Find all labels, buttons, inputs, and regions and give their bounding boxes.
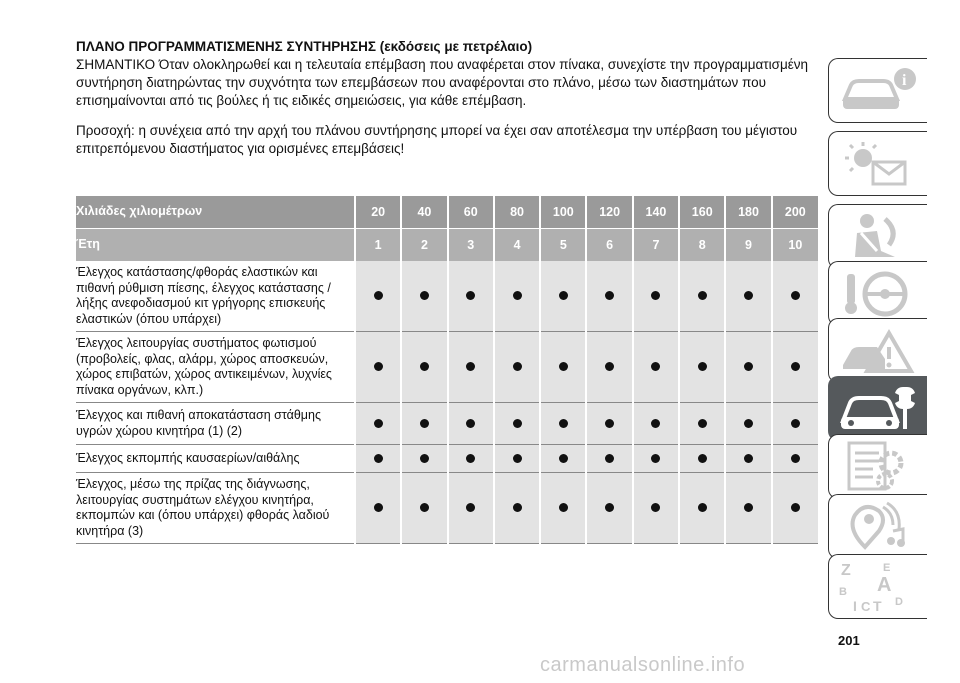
- row-cell: [586, 332, 632, 403]
- table-header-years: [76, 229, 818, 262]
- row-cell: [494, 473, 540, 544]
- check-dot-icon: [791, 503, 800, 512]
- row-cell: [494, 445, 540, 473]
- year-header-cell: 9: [725, 229, 771, 262]
- row-cell: [679, 403, 725, 445]
- check-dot-icon: [559, 291, 568, 300]
- row-cell: [448, 403, 494, 445]
- maintenance-table: [76, 196, 818, 544]
- sidebar-tab-car-info[interactable]: [828, 58, 927, 123]
- year-header-cell: 8: [679, 229, 725, 262]
- page-number: 201: [838, 633, 860, 648]
- row-cell: [355, 445, 401, 473]
- check-dot-icon: [420, 419, 429, 428]
- check-dot-icon: [651, 454, 660, 463]
- page-title: ΠΛΑΝΟ ΠΡΟΓΡΑΜΜΑΤΙΣΜΕΝΗΣ ΣΥΝΤΗΡΗΣΗΣ (εκδόσεις με πετρέλαιο): [76, 39, 533, 54]
- row-cell: [494, 332, 540, 403]
- row-cell: [494, 403, 540, 445]
- row-cell: [355, 261, 401, 332]
- row-cell: [355, 332, 401, 403]
- check-dot-icon: [466, 362, 475, 371]
- table-row: [76, 473, 818, 544]
- km-header-cell: 60: [448, 196, 494, 229]
- table-header-km: [76, 196, 818, 229]
- km-header-cell: 20: [355, 196, 401, 229]
- check-dot-icon: [744, 291, 753, 300]
- row-cell: [633, 332, 679, 403]
- row-cell: [725, 473, 771, 544]
- check-dot-icon: [605, 503, 614, 512]
- check-dot-icon: [744, 419, 753, 428]
- km-header-cell: 80: [494, 196, 540, 229]
- row-cell: [679, 445, 725, 473]
- svg-text:Z: Z: [841, 562, 851, 579]
- row-cell: [448, 332, 494, 403]
- row-cell: [540, 473, 586, 544]
- check-dot-icon: [466, 503, 475, 512]
- row-cell: [633, 473, 679, 544]
- row-cell: [725, 403, 771, 445]
- row-cell: [725, 261, 771, 332]
- check-dot-icon: [374, 362, 383, 371]
- row-cell: [401, 473, 447, 544]
- check-dot-icon: [420, 454, 429, 463]
- check-dot-icon: [791, 419, 800, 428]
- svg-text:C: C: [861, 599, 871, 613]
- svg-text:D: D: [895, 596, 903, 608]
- row-cell: [401, 261, 447, 332]
- row-cell: [586, 261, 632, 332]
- svg-text:I: I: [853, 598, 857, 613]
- main-content: [76, 38, 820, 158]
- check-dot-icon: [559, 419, 568, 428]
- row-cell: [772, 473, 818, 544]
- table-row: [76, 261, 818, 332]
- row-cell: [401, 445, 447, 473]
- year-header-cell: 2: [401, 229, 447, 262]
- row-cell: [494, 261, 540, 332]
- check-dot-icon: [698, 362, 707, 371]
- check-dot-icon: [513, 362, 522, 371]
- check-dot-icon: [605, 419, 614, 428]
- svg-text:A: A: [877, 574, 892, 596]
- km-header-cell: 100: [540, 196, 586, 229]
- km-header-cell: 140: [633, 196, 679, 229]
- check-dot-icon: [420, 362, 429, 371]
- check-dot-icon: [651, 419, 660, 428]
- check-dot-icon: [374, 503, 383, 512]
- row-cell: [679, 332, 725, 403]
- check-dot-icon: [513, 291, 522, 300]
- sidebar-tab-safety-seatbelt[interactable]: [828, 204, 927, 269]
- check-dot-icon: [651, 362, 660, 371]
- row-cell: [586, 445, 632, 473]
- year-header-cell: 5: [540, 229, 586, 262]
- check-dot-icon: [466, 454, 475, 463]
- year-header-cell: 4: [494, 229, 540, 262]
- row-cell: [772, 261, 818, 332]
- table-row: [76, 332, 818, 403]
- year-header-cell: 6: [586, 229, 632, 262]
- svg-text:i: i: [902, 72, 907, 89]
- row-cell: [725, 445, 771, 473]
- km-header-label: Χιλιάδες χιλιομέτρων: [76, 196, 355, 229]
- row-cell: [540, 403, 586, 445]
- year-header-cell: 1: [355, 229, 401, 262]
- row-cell: [355, 403, 401, 445]
- check-dot-icon: [559, 503, 568, 512]
- check-dot-icon: [791, 454, 800, 463]
- table-row: [76, 445, 818, 473]
- row-cell: [586, 403, 632, 445]
- sidebar-tab-multimedia[interactable]: [828, 494, 927, 559]
- check-dot-icon: [744, 362, 753, 371]
- warning-paragraph: Προσοχή: η συνέχεια από την αρχή του πλάνου συντήρησης μπορεί να έχει σαν αποτέλεσμα την υπέρβαση του μέγιστου επιτρεπόμενου διαστήματος για ορισμένες επεμβάσεις!: [76, 123, 798, 156]
- year-header-cell: 10: [772, 229, 818, 262]
- row-label: Έλεγχος εκπομπής καυσαερίων/αιθάλης: [76, 445, 355, 473]
- row-cell: [633, 261, 679, 332]
- sidebar-tab-warning-lights[interactable]: [828, 131, 927, 196]
- check-dot-icon: [374, 291, 383, 300]
- km-header-cell: 120: [586, 196, 632, 229]
- check-dot-icon: [791, 362, 800, 371]
- km-header-cell: 160: [679, 196, 725, 229]
- row-cell: [540, 261, 586, 332]
- row-cell: [633, 403, 679, 445]
- row-cell: [586, 473, 632, 544]
- km-header-cell: 200: [772, 196, 818, 229]
- check-dot-icon: [791, 291, 800, 300]
- check-dot-icon: [513, 419, 522, 428]
- sidebar-tab-index[interactable]: [828, 554, 927, 619]
- row-cell: [401, 403, 447, 445]
- check-dot-icon: [698, 291, 707, 300]
- svg-text:E: E: [883, 562, 891, 574]
- check-dot-icon: [698, 454, 707, 463]
- check-dot-icon: [651, 291, 660, 300]
- km-header-cell: 40: [401, 196, 447, 229]
- row-label: Έλεγχος κατάστασης/φθοράς ελαστικών και πιθανή ρύθμιση πίεσης, έλεγχος κατάστασης / λήξης ανεφοδιασμού κιτ γρήγορης επισκευής ελαστικών (όπου υπάρχει): [76, 261, 355, 332]
- watermark: carmanualsonline.info: [540, 654, 746, 676]
- check-dot-icon: [513, 454, 522, 463]
- row-cell: [401, 332, 447, 403]
- check-dot-icon: [513, 503, 522, 512]
- sidebar-tab-maintenance[interactable]: [828, 376, 927, 441]
- row-cell: [772, 403, 818, 445]
- row-cell: [540, 332, 586, 403]
- sidebar-tab-starting-driving[interactable]: [828, 261, 927, 326]
- row-cell: [540, 445, 586, 473]
- svg-text:T: T: [873, 598, 882, 613]
- check-dot-icon: [420, 291, 429, 300]
- row-cell: [448, 261, 494, 332]
- check-dot-icon: [466, 291, 475, 300]
- row-cell: [448, 445, 494, 473]
- table-row: [76, 403, 818, 445]
- row-label: Έλεγχος, μέσω της πρίζας της διάγνωσης, λειτουργίας συστημάτων ελέγχου κινητήρα, εκπομπών και (όπου υπάρχει) φθοράς λαδιού κινητήρα (3): [76, 473, 355, 544]
- row-cell: [633, 445, 679, 473]
- check-dot-icon: [698, 419, 707, 428]
- row-cell: [725, 332, 771, 403]
- km-header-cell: 180: [725, 196, 771, 229]
- check-dot-icon: [605, 362, 614, 371]
- row-cell: [448, 473, 494, 544]
- check-dot-icon: [466, 419, 475, 428]
- row-cell: [355, 473, 401, 544]
- row-cell: [679, 473, 725, 544]
- year-header-cell: 3: [448, 229, 494, 262]
- check-dot-icon: [605, 454, 614, 463]
- row-label: Έλεγχος λειτουργίας συστήματος φωτισμού (προβολείς, φλας, αλάρμ, χώρος αποσκευών, χώρος επιβατών, χώρος αντικειμένων, λυχνίες πίνακα οργάνων, κλπ.): [76, 332, 355, 403]
- check-dot-icon: [374, 454, 383, 463]
- sidebar-tab-emergency[interactable]: [828, 318, 927, 383]
- sidebar-tab-technical-data[interactable]: [828, 434, 927, 499]
- check-dot-icon: [651, 503, 660, 512]
- row-cell: [679, 261, 725, 332]
- row-cell: [772, 445, 818, 473]
- row-cell: [772, 332, 818, 403]
- check-dot-icon: [698, 503, 707, 512]
- check-dot-icon: [744, 503, 753, 512]
- check-dot-icon: [559, 454, 568, 463]
- years-header-label: Έτη: [76, 229, 355, 262]
- check-dot-icon: [605, 291, 614, 300]
- check-dot-icon: [374, 419, 383, 428]
- row-label: Έλεγχος και πιθανή αποκατάσταση στάθμης υγρών χώρου κινητήρα (1) (2): [76, 403, 355, 445]
- check-dot-icon: [744, 454, 753, 463]
- intro-paragraph: ΣΗΜΑΝΤΙΚΟ Όταν ολοκληρωθεί και η τελευταία επέμβαση που αναφέρεται στον πίνακα, συνεχίστε την προγραμματισμένη συντήρηση διατηρώντας την συχνότητα των επεμβάσεων που αναφέρονται στο πλάνο, μέσω των διαστημάτων που επισημαίνονται από τις βούλες ή τις ειδικές σημειώσεις, για κάθε επέμβαση.: [76, 57, 809, 108]
- check-dot-icon: [420, 503, 429, 512]
- svg-text:B: B: [839, 586, 847, 598]
- year-header-cell: 7: [633, 229, 679, 262]
- check-dot-icon: [559, 362, 568, 371]
